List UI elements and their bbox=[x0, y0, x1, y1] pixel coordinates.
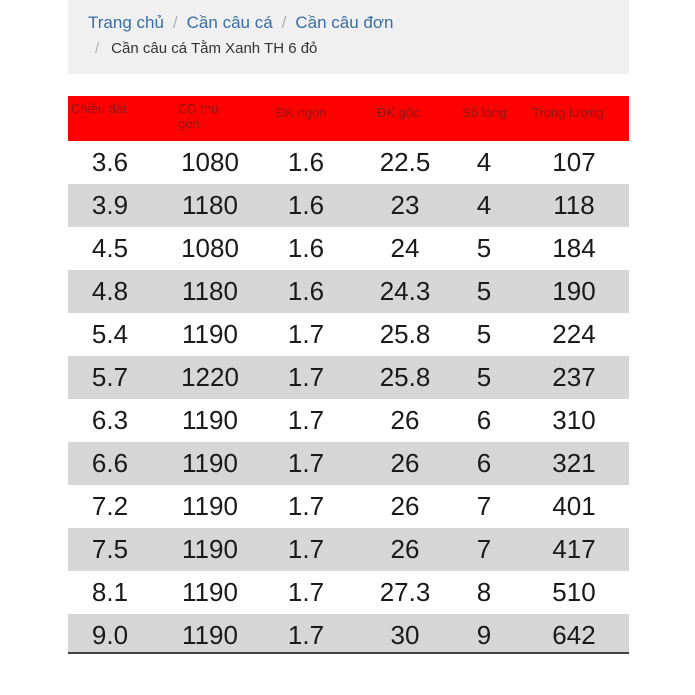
breadcrumb-links bbox=[88, 13, 394, 33]
table-row bbox=[68, 184, 629, 227]
cell-weight: 401 bbox=[552, 491, 596, 521]
cell-tip-diameter: 1.6 bbox=[287, 233, 325, 263]
breadcrumb-separator: / bbox=[95, 40, 100, 57]
cell-collapsed-length: 1190 bbox=[182, 491, 238, 521]
table-row bbox=[68, 614, 629, 654]
cell-length: 6.6 bbox=[91, 448, 129, 478]
table-row bbox=[68, 399, 629, 442]
cell-tip-diameter: 1.7 bbox=[287, 534, 325, 564]
breadcrumb-current-page: Cần câu cá Tằm Xanh TH 6 đỏ bbox=[111, 40, 318, 57]
table-row bbox=[68, 141, 629, 184]
cell-base-diameter: 26 bbox=[390, 448, 420, 478]
breadcrumb-current-line bbox=[95, 40, 317, 57]
cell-base-diameter: 24.3 bbox=[379, 276, 431, 306]
header-sections: Số lóng bbox=[462, 105, 507, 120]
cell-weight: 118 bbox=[553, 190, 595, 220]
cell-tip-diameter: 1.7 bbox=[287, 319, 325, 349]
cell-sections: 5 bbox=[476, 233, 492, 263]
cell-collapsed-length: 1190 bbox=[182, 448, 238, 478]
cell-weight: 642 bbox=[552, 620, 596, 650]
cell-collapsed-length: 1080 bbox=[181, 233, 239, 263]
cell-base-diameter: 26 bbox=[390, 491, 420, 521]
cell-collapsed-length: 1190 bbox=[182, 405, 238, 435]
cell-tip-diameter: 1.7 bbox=[287, 448, 325, 478]
breadcrumb-separator: / bbox=[281, 13, 287, 32]
cell-length: 4.8 bbox=[91, 276, 129, 306]
cell-base-diameter: 23 bbox=[390, 190, 420, 220]
header-base-diameter: ĐK gốc bbox=[377, 105, 420, 120]
cell-tip-diameter: 1.7 bbox=[287, 620, 325, 650]
cell-sections: 5 bbox=[476, 319, 492, 349]
cell-sections: 9 bbox=[476, 620, 492, 650]
cell-length: 5.7 bbox=[91, 362, 129, 392]
cell-tip-diameter: 1.7 bbox=[287, 491, 325, 521]
cell-weight: 190 bbox=[552, 276, 596, 306]
breadcrumb-fishing-rods-link[interactable]: Cần câu cá bbox=[186, 13, 273, 32]
table-row bbox=[68, 485, 629, 528]
cell-weight: 510 bbox=[552, 577, 596, 607]
cell-weight: 310 bbox=[552, 405, 596, 435]
cell-collapsed-length: 1190 bbox=[182, 319, 238, 349]
cell-tip-diameter: 1.7 bbox=[287, 405, 325, 435]
breadcrumb-single-rods-link[interactable]: Cần câu đơn bbox=[295, 13, 394, 32]
cell-weight: 107 bbox=[552, 147, 596, 177]
table-row bbox=[68, 528, 629, 571]
cell-tip-diameter: 1.6 bbox=[287, 276, 325, 306]
cell-length: 5.4 bbox=[91, 319, 129, 349]
cell-tip-diameter: 1.7 bbox=[287, 362, 325, 392]
cell-base-diameter: 25.8 bbox=[379, 319, 431, 349]
cell-collapsed-length: 1190 bbox=[182, 577, 238, 607]
header-length: Chiều dài bbox=[71, 101, 126, 116]
cell-weight: 237 bbox=[552, 362, 596, 392]
cell-sections: 6 bbox=[476, 405, 492, 435]
cell-length: 7.5 bbox=[91, 534, 129, 564]
header-tip-diameter: ĐK ngọn bbox=[276, 105, 327, 120]
cell-sections: 5 bbox=[476, 362, 492, 392]
table-row bbox=[68, 313, 629, 356]
table-row bbox=[68, 227, 629, 270]
cell-sections: 4 bbox=[476, 190, 492, 220]
cell-length: 3.9 bbox=[91, 190, 129, 220]
breadcrumb-home-link[interactable]: Trang chủ bbox=[88, 13, 164, 32]
cell-weight: 417 bbox=[552, 534, 596, 564]
breadcrumb-separator: / bbox=[172, 13, 178, 32]
cell-base-diameter: 26 bbox=[390, 534, 420, 564]
cell-sections: 6 bbox=[476, 448, 492, 478]
header-weight: Trọng lượng bbox=[532, 105, 604, 120]
table-row bbox=[68, 442, 629, 485]
cell-collapsed-length: 1190 bbox=[182, 620, 238, 650]
cell-weight: 321 bbox=[552, 448, 596, 478]
breadcrumb bbox=[68, 0, 629, 74]
cell-tip-diameter: 1.6 bbox=[287, 147, 325, 177]
cell-collapsed-length: 1190 bbox=[182, 534, 238, 564]
cell-sections: 4 bbox=[476, 147, 492, 177]
cell-collapsed-length: 1180 bbox=[182, 276, 238, 306]
cell-base-diameter: 27.3 bbox=[379, 577, 431, 607]
header-collapsed-length: CD thu gọn bbox=[178, 101, 219, 131]
cell-collapsed-length: 1180 bbox=[182, 190, 238, 220]
cell-sections: 7 bbox=[476, 491, 492, 521]
cell-sections: 8 bbox=[476, 577, 492, 607]
table-row bbox=[68, 571, 629, 614]
cell-length: 3.6 bbox=[91, 147, 129, 177]
cell-base-diameter: 22.5 bbox=[379, 147, 431, 177]
cell-sections: 7 bbox=[476, 534, 492, 564]
cell-base-diameter: 25.8 bbox=[379, 362, 431, 392]
cell-collapsed-length: 1220 bbox=[181, 362, 239, 392]
cell-length: 9.0 bbox=[91, 620, 129, 650]
cell-collapsed-length: 1080 bbox=[181, 147, 239, 177]
cell-base-diameter: 24 bbox=[390, 233, 420, 263]
cell-base-diameter: 26 bbox=[390, 405, 420, 435]
cell-sections: 5 bbox=[476, 276, 492, 306]
cell-length: 7.2 bbox=[91, 491, 129, 521]
table-row bbox=[68, 356, 629, 399]
cell-weight: 224 bbox=[552, 319, 596, 349]
cell-tip-diameter: 1.7 bbox=[287, 577, 325, 607]
cell-length: 4.5 bbox=[91, 233, 129, 263]
cell-tip-diameter: 1.6 bbox=[287, 190, 325, 220]
table-row bbox=[68, 270, 629, 313]
spec-table bbox=[68, 96, 629, 654]
cell-length: 8.1 bbox=[91, 577, 129, 607]
cell-length: 6.3 bbox=[91, 405, 129, 435]
cell-base-diameter: 30 bbox=[390, 620, 420, 650]
table-header-row bbox=[68, 96, 629, 141]
cell-weight: 184 bbox=[552, 233, 596, 263]
